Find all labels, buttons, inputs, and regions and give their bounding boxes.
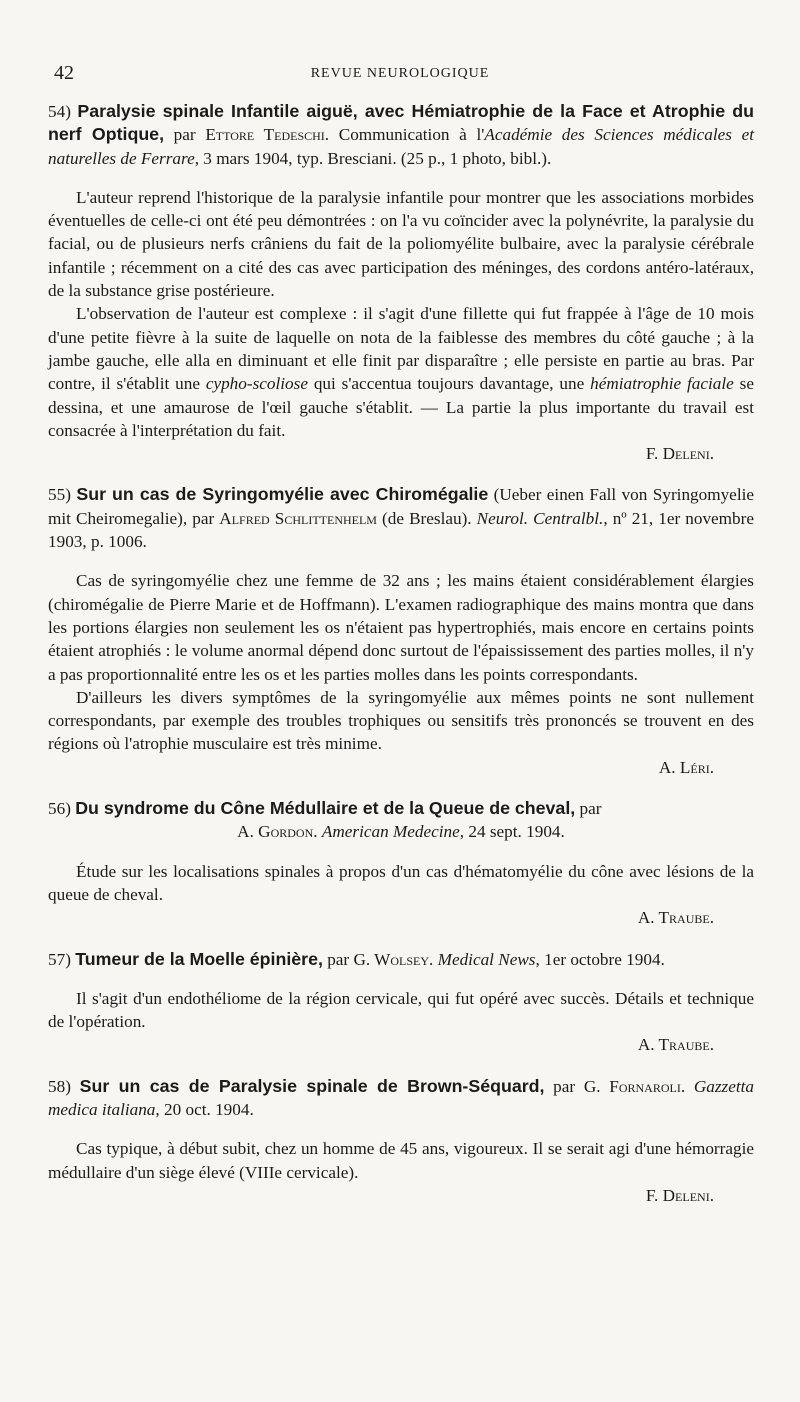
reference-source: Gazzetta medica italiana xyxy=(48,1076,755,1119)
abstract-paragraph xyxy=(48,302,754,442)
abstract-author: G. Wolsey xyxy=(353,949,430,969)
reference-text: , 20 oct. 1904. xyxy=(155,1099,254,1119)
byline-by: par xyxy=(322,949,354,969)
page-content xyxy=(48,100,754,1207)
abstract-55 xyxy=(48,483,754,779)
reference-text: . Communication à l' xyxy=(324,125,485,145)
reference-source: Medical News xyxy=(437,949,536,969)
abstract-author: G. Fornaroli xyxy=(583,1076,681,1096)
paragraph-text: qui s'accentua toujours davantage, une xyxy=(307,374,591,394)
abstract-paragraph: Cas de syringomyélie chez une femme de 32 ans ; les mains étaient considérablement élargies (chiromégalie de Pierre Marie et de Hoffmann). L'examen radiographique des mains montra que dans les portions élargies non seulement les os n'étaient pas hypertrophiés, mais encore en certains points étaient atrophiés : le volume anormal dépend donc surtout de l'épaississement des parties molles, il n'y a pas proportionnalité entre les os et les parties molles dans les points correspondants. xyxy=(48,571,754,684)
abstract-title: Du syndrome du Cône Médullaire et de la Queue de cheval, xyxy=(75,798,576,819)
abstract-heading: 58) Sur un cas de Paralysie spinale de Brown-Séquard, par G. Fornaroli. Gazzetta medica italiana, 20 oct. 1904. xyxy=(48,1075,755,1119)
reference-text: (de Breslau). xyxy=(376,508,477,528)
reference-text: , 1er octobre 1904. xyxy=(535,949,665,969)
abstract-heading xyxy=(48,797,754,820)
abstract-title: Tumeur de la Moelle épinière, xyxy=(75,948,323,969)
abstract-title: Sur un cas de Paralysie spinale de Brown-Séquard, xyxy=(79,1075,545,1096)
abstract-title: Paralysie spinale Infantile aiguë, avec Hémiatrophie de la Face et Atrophie du nerf Optique, xyxy=(48,101,754,145)
abstract-paragraph: Étude sur les localisations spinales à propos d'un cas d'hématomyélie du cône avec lésions de la queue de cheval. xyxy=(48,861,754,904)
paragraph-text: se dessina, et une amaurose de l'œil gauche s'établit. — La partie la plus importante du travail est consacrée à l'interprétation du fait. xyxy=(48,374,754,440)
page-number: 42 xyxy=(54,62,74,84)
reference-text: , nº 21, 1er novembre 1903, p. 1006. xyxy=(48,508,754,552)
abstract-heading xyxy=(48,483,754,553)
abstract-signature: F. Deleni. xyxy=(645,444,714,464)
abstract-number: 58) xyxy=(48,1076,71,1096)
abstract-author: A. Gordon xyxy=(237,822,314,842)
abstract-heading: 57) Tumeur de la Moelle épinière, par G. Wolsey. Medical News, 1er octobre 1904. xyxy=(48,948,665,969)
abstract-reference: A. Gordon. American Medecine, 24 sept. 1904. xyxy=(237,822,565,842)
abstract-number: 56) xyxy=(48,799,71,819)
abstract-paragraph: Cas typique, à début subit, chez un homme de 45 ans, vigoureux. Il se serait agi d'une hémorragie médullaire d'un siège élevé (VIIIe cervicale). xyxy=(48,1139,754,1182)
abstract-number: 57) xyxy=(48,949,71,969)
abstract-title: Sur un cas de Syringomyélie avec Chiromégalie xyxy=(76,484,489,505)
byline-by: par xyxy=(544,1076,584,1096)
abstract-56 xyxy=(48,797,754,929)
abstract-signature: A. Traube. xyxy=(637,908,714,928)
running-title: REVUE NEUROLOGIQUE xyxy=(310,66,490,81)
reference-source: American Medecine xyxy=(321,822,460,842)
reference-text: , 24 sept. 1904. xyxy=(459,822,565,842)
reference-text: (Ueber einen Fall von Syringomyelie mit Cheiromegalie), par xyxy=(48,485,754,528)
abstract-author: Ettore Tedeschi xyxy=(205,125,325,145)
byline-by: par xyxy=(575,799,602,819)
abstract-paragraph: L'auteur reprend l'historique de la paralysie infantile pour montrer que les associations morbides éventuelles de celle-ci ont été peu démontrées : on l'a vu coïncider avec la polynévrite, la paralysie du facial, ou de plusieurs nerfs crâniens du fait de la poliomyélite bulbaire, avec la paralysie cérébrale infantile ; récemment on a cité des cas avec participation des méninges, des cordons antéro-latéraux, de la substance grise postérieure. xyxy=(48,187,754,301)
abstract-54 xyxy=(48,100,754,465)
paragraph-text: L'observation de l'auteur est complexe : il s'agit d'une fillette qui fut frappée à l'âge de 10 mois d'une petite fièvre à la suite de laquelle on nota de la faiblesse des membres du côté gauche ; à la jambe gauche, elle alla en diminuant et elle finit par disparaître ; elle persiste en partie au bras. Par contre, il s'établit une xyxy=(48,304,754,394)
abstract-author: Alfred Schlittenhelm xyxy=(219,508,377,528)
reference-source: Neurol. Centralbl. xyxy=(476,508,604,528)
abstract-number: 55) xyxy=(48,485,71,505)
abstract-heading xyxy=(48,100,754,170)
reference-text: , 3 mars 1904, typ. Bresciani. (25 p., 1 photo, bibl.). xyxy=(194,148,552,168)
reference-source: Académie des Sciences médicales et naturelles de Ferrare xyxy=(48,125,754,168)
abstract-signature: A. Traube. xyxy=(637,1035,714,1055)
abstract-58 xyxy=(48,1075,754,1207)
paragraph-emphasis: hémiatrophie faciale xyxy=(590,374,734,394)
abstract-signature: F. Deleni. xyxy=(645,1185,714,1205)
abstract-paragraph: D'ailleurs les divers symptômes de la syringomyélie aux mêmes points ne sont nullement correspondants, par exemple des troubles trophiques ou sensitifs très prononcés se trouvent en des régions où l'atrophie musculaire est très minime. xyxy=(48,687,754,754)
paragraph-emphasis: cypho-scoliose xyxy=(205,374,308,394)
abstract-57 xyxy=(48,948,754,1057)
abstract-number: 54) xyxy=(48,102,71,121)
abstract-signature: A. Léri. xyxy=(658,757,714,777)
abstract-paragraph: Il s'agit d'un endothéliome de la région cervicale, qui fut opéré avec succès. Détails et technique de l'opération. xyxy=(48,988,754,1032)
byline-by: par xyxy=(164,125,206,145)
